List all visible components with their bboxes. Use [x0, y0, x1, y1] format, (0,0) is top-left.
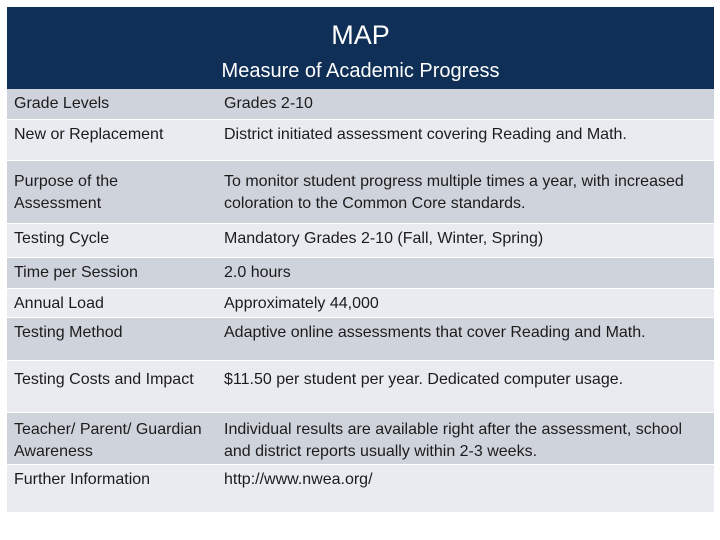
table-row: [7, 360, 714, 412]
page-subtitle: Measure of Academic Progress: [221, 60, 500, 82]
table-row: [7, 464, 714, 512]
row-value: http://www.nwea.org/: [210, 464, 714, 512]
row-value: Individual results are available right after the assessment, school and district reports usually within 2-3 weeks.: [210, 412, 714, 464]
table-row: [7, 223, 714, 257]
table-row: [7, 89, 714, 119]
row-label: Purpose of the Assessment: [7, 160, 210, 223]
title-banner: [7, 7, 714, 89]
row-value: Adaptive online assessments that cover Reading and Math.: [210, 317, 714, 360]
table-row: [7, 119, 714, 160]
page-title: MAP: [331, 20, 390, 50]
row-label: Annual Load: [7, 288, 210, 317]
row-value: Mandatory Grades 2-10 (Fall, Winter, Spring): [210, 223, 714, 257]
row-label: Further Information: [7, 464, 210, 512]
row-label: Grade Levels: [7, 89, 210, 119]
row-label: Testing Method: [7, 317, 210, 360]
table-row: [7, 160, 714, 223]
row-label: Time per Session: [7, 257, 210, 288]
row-label: Teacher/ Parent/ Guardian Awareness: [7, 412, 210, 464]
row-label: New or Replacement: [7, 119, 210, 160]
table-row: [7, 317, 714, 360]
row-label: Testing Costs and Impact: [7, 360, 210, 412]
info-table: [7, 89, 714, 513]
table-row: [7, 412, 714, 464]
row-value: Approximately 44,000: [210, 288, 714, 317]
row-label: Testing Cycle: [7, 223, 210, 257]
slide-container: [7, 7, 714, 513]
table-row: [7, 257, 714, 288]
row-value: District initiated assessment covering Reading and Math.: [210, 119, 714, 160]
row-value: $11.50 per student per year. Dedicated computer usage.: [210, 360, 714, 412]
row-value: To monitor student progress multiple times a year, with increased coloration to the Common Core standards.: [210, 160, 714, 223]
row-value: 2.0 hours: [210, 257, 714, 288]
row-value: Grades 2-10: [210, 89, 714, 119]
table-row: [7, 288, 714, 317]
